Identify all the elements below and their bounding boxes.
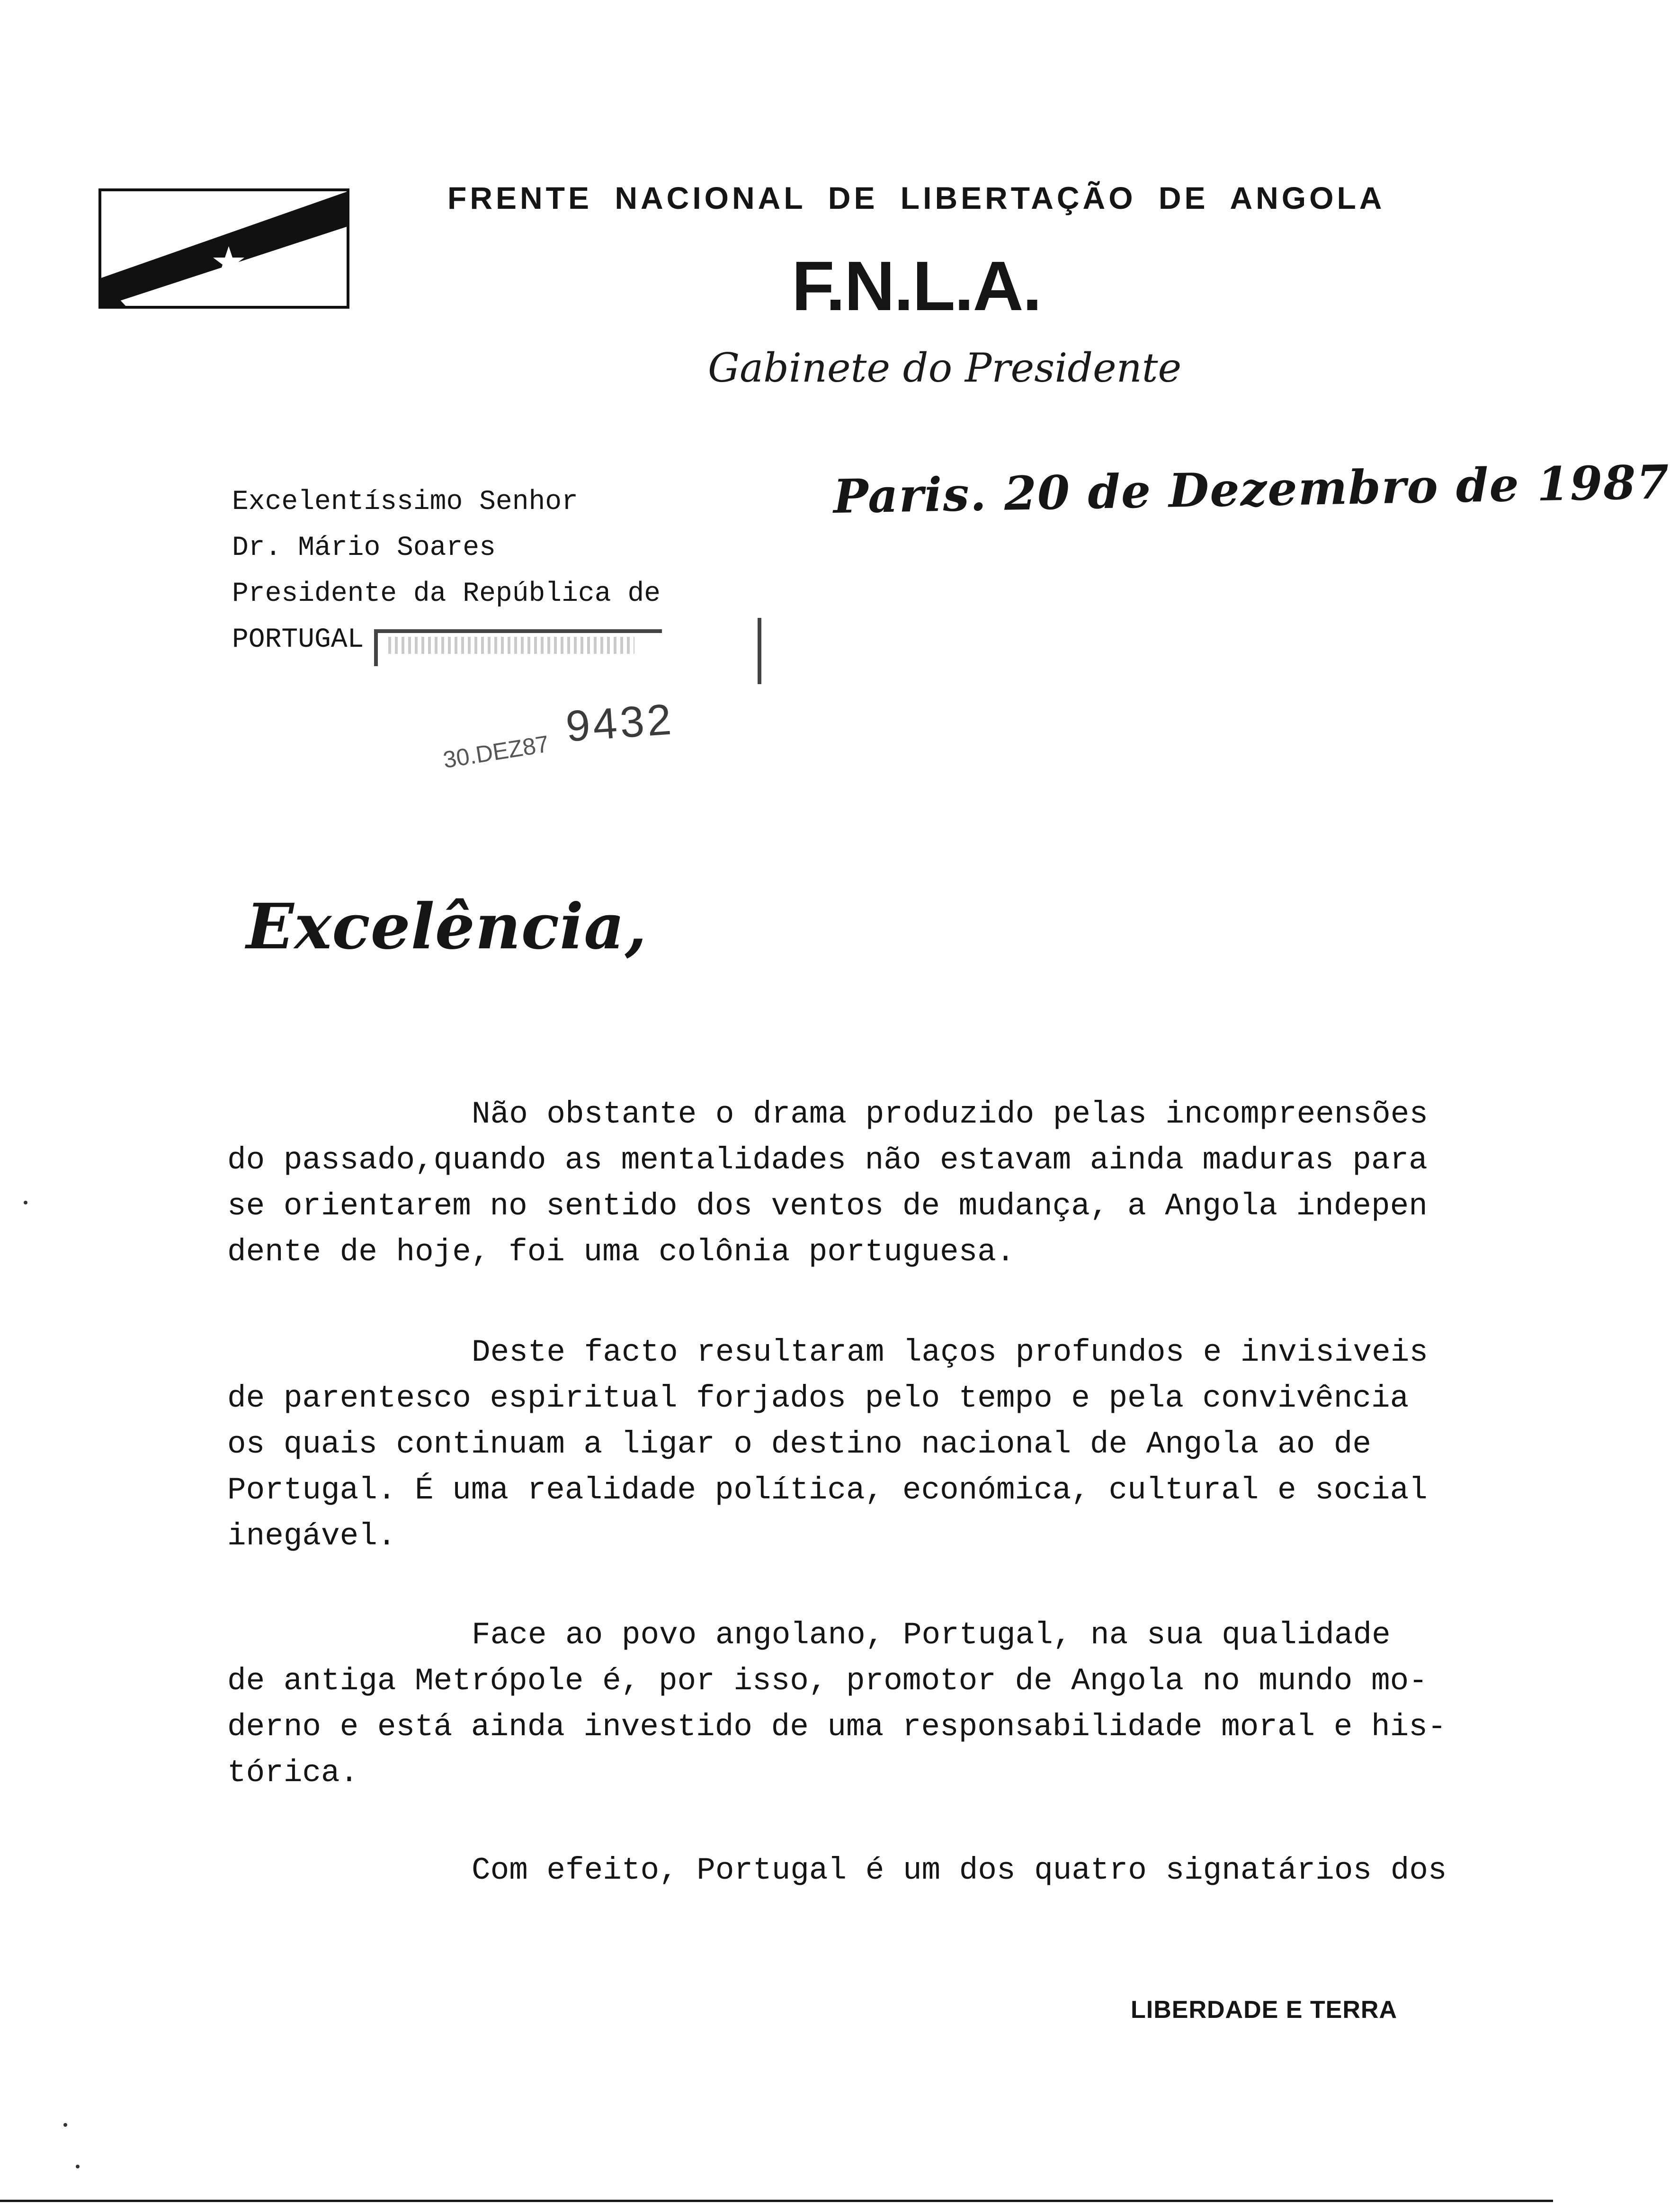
text-line: de parentesco espiritual forjados pelo tempo e pela convivência bbox=[227, 1381, 1409, 1416]
text-line: Com efeito, Portugal é um dos quatro signatários dos bbox=[472, 1853, 1447, 1888]
text-line: inegável. bbox=[227, 1518, 396, 1554]
paragraph bbox=[227, 1329, 1458, 1559]
paragraph bbox=[227, 1847, 1458, 1893]
organization-name: FRENTE NACIONAL DE LIBERTAÇÃO DE ANGOLA bbox=[447, 180, 1385, 215]
addressee-line: Presidente da República de bbox=[232, 579, 661, 609]
text-line: de antiga Metrópole é, por isso, promotor de Angola no mundo mo- bbox=[227, 1663, 1428, 1699]
addressee-line: Dr. Mário Soares bbox=[232, 533, 496, 563]
footer-motto: LIBERDADE E TERRA bbox=[1131, 1996, 1398, 2024]
scan-speck bbox=[63, 2123, 67, 2127]
paragraph bbox=[227, 1612, 1458, 1796]
paragraph bbox=[227, 1091, 1458, 1275]
handwritten-date: Paris. 20 de Dezembro de 1987 bbox=[832, 455, 1670, 524]
office-title: Gabinete do Presidente bbox=[708, 345, 1182, 391]
text-line: dente de hoje, foi uma colônia portuguesa. bbox=[227, 1234, 1015, 1270]
text-line: do passado,quando as mentalidades não estavam ainda maduras para bbox=[227, 1142, 1428, 1178]
addressee-line: Excelentíssimo Senhor bbox=[232, 487, 578, 517]
stamp-number: 9432 bbox=[564, 695, 676, 751]
organization-acronym: F.N.L.A. bbox=[792, 247, 1041, 325]
stamp-mark bbox=[758, 618, 761, 684]
text-line: Deste facto resultaram laços profundos e invisiveis bbox=[472, 1335, 1428, 1370]
text-line: derno e está ainda investido de uma responsabilidade moral e his- bbox=[227, 1709, 1447, 1745]
text-line: se orientarem no sentido dos ventos de mudança, a Angola indepen bbox=[227, 1188, 1428, 1224]
fnla-flag-icon bbox=[98, 188, 349, 309]
page-bottom-rule bbox=[0, 2200, 1553, 2202]
salutation: Excelência, bbox=[246, 890, 647, 963]
text-line: Não obstante o drama produzido pelas incompreensões bbox=[472, 1097, 1428, 1132]
scan-speck bbox=[76, 2165, 80, 2168]
stamp-date: 30.DEZ87 bbox=[441, 730, 551, 774]
registry-stamp bbox=[360, 618, 786, 779]
addressee-line: PORTUGAL bbox=[232, 624, 364, 655]
text-line: os quais continuam a ligar o destino nacional de Angola ao de bbox=[227, 1427, 1371, 1462]
scan-speck bbox=[24, 1201, 27, 1204]
text-line: Portugal. É uma realidade política, económica, cultural e social bbox=[227, 1472, 1428, 1508]
stamp-smudge bbox=[388, 637, 634, 654]
text-line: tórica. bbox=[227, 1755, 359, 1791]
text-line: Face ao povo angolano, Portugal, na sua qualidade bbox=[472, 1617, 1391, 1653]
